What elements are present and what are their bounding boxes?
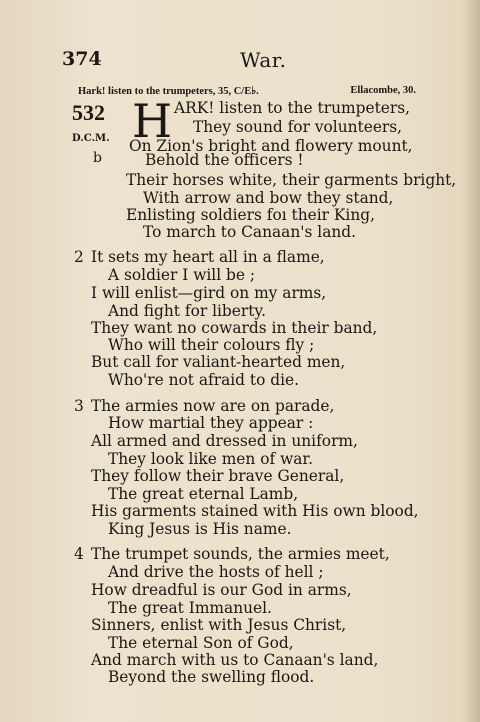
verse-4-line-5: Sinners, enlist with Jesus Christ,	[91, 616, 347, 634]
verse-1-line-1: ARK! listen to the trumpeters,	[174, 99, 411, 117]
verse-2-line-6: Who will their colours fly ;	[108, 336, 315, 354]
verse-3-line-6: The great eternal Lamb,	[108, 485, 299, 503]
verse-2-line-4: And fight for liberty.	[108, 302, 266, 320]
verse-2-line-1: It sets my heart all in a flame,	[91, 248, 325, 266]
verse-2-line-2: A soldier I will be ;	[108, 266, 256, 284]
page-number: 374	[62, 48, 102, 70]
verse-3-line-4: They look like men of war.	[108, 450, 313, 468]
page-header	[62, 48, 422, 76]
verse-1-line-2: They sound for volunteers,	[193, 118, 403, 136]
verse-4-line-3: How dreadful is our God in arms,	[91, 581, 352, 599]
verse-3-line-8: King Jesus is His name.	[108, 520, 292, 538]
hymn-number: 532	[72, 100, 105, 125]
verse-1-line-7: Enlisting soldiers foı their King,	[126, 206, 376, 224]
verse-4-line-8: Beyond the swelling flood.	[108, 668, 315, 686]
hymn-key: b	[93, 150, 102, 166]
verse-3-line-1: The armies now are on parade,	[91, 397, 335, 415]
verse-4-number: 4	[74, 545, 84, 563]
verse-2-number: 2	[74, 248, 84, 266]
verse-2-line-3: I will enlist—gird on my arms,	[91, 284, 327, 302]
verse-1-line-5: Their horses white, their garments bright,	[126, 171, 457, 189]
verse-1-line-4: Behold the officers !	[145, 151, 304, 169]
verse-1-line-6: With arrow and bow they stand,	[143, 189, 394, 207]
verse-2-line-5: They want no cowards in their band,	[91, 319, 378, 337]
drop-cap: H	[132, 94, 173, 148]
verse-1-line-3: On Zion's bright and flowery mount,	[129, 137, 413, 155]
tune-reference-line	[78, 85, 420, 97]
tune-first-line: Hark! listen to the trumpeters, 35, C/E♭.	[78, 86, 259, 97]
verse-4-line-2: And drive the hosts of hell ;	[108, 563, 324, 581]
tune-name: Ellacombe, 30.	[350, 85, 416, 96]
verse-4-line-6: The eternal Son of God,	[108, 634, 294, 652]
verse-3-number: 3	[74, 397, 84, 415]
verse-2-line-7: But call for valiant-hearted men,	[91, 353, 346, 371]
section-title: War.	[240, 48, 287, 72]
verse-3-line-3: All armed and dressed in uniform,	[91, 432, 358, 450]
hymn-meter: D.C.M.	[72, 133, 110, 144]
verse-3-line-7: His garments stained with His own blood,	[91, 502, 419, 520]
verse-3-line-2: How martial they appear :	[108, 414, 314, 432]
verse-4-line-1: The trumpet sounds, the armies meet,	[91, 545, 390, 563]
verse-4-line-4: The great Immanuel.	[108, 599, 272, 617]
page-gutter-shadow	[462, 0, 480, 722]
verse-1-line-8: To march to Canaan's land.	[143, 223, 357, 241]
verse-2-line-8: Who're not afraid to die.	[108, 371, 300, 389]
verse-3-line-5: They follow their brave General,	[91, 467, 345, 485]
verse-4-line-7: And march with us to Canaan's land,	[91, 651, 379, 669]
